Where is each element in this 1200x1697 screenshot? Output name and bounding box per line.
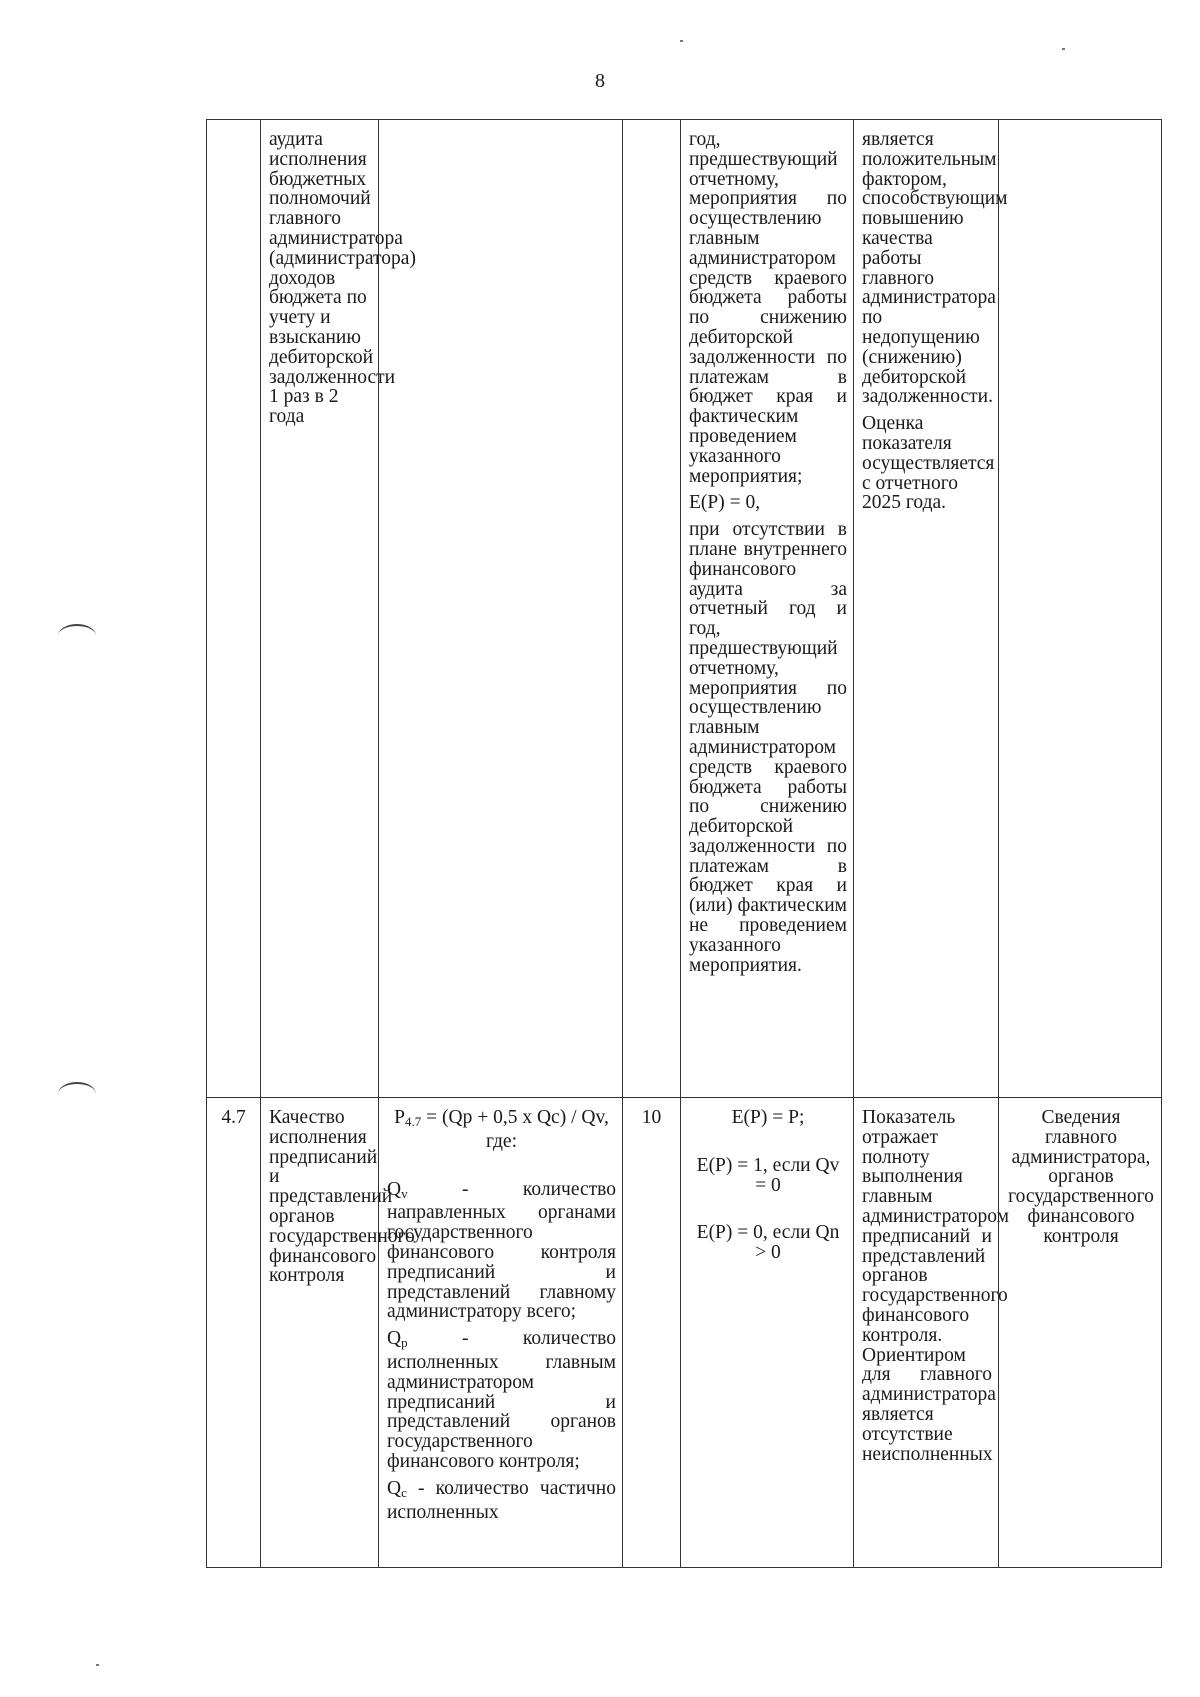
cell-evaluation (681, 1098, 854, 1568)
comment-text: является положительным фактором, способствующим повышению качества работы главного администратора по недопущению (снижению) дебиторской задолженности. (862, 129, 1008, 408)
formula-definition-qv (387, 1180, 616, 1323)
formula-subscript: 4.7 (405, 1114, 422, 1129)
formula-definition-qc (387, 1479, 616, 1523)
cell-number (207, 120, 261, 1098)
evaluation-text: E(P) = 1, если Qv = 0 (696, 1154, 840, 1196)
evaluation-text: E(P) = 0, (689, 492, 761, 514)
indicator-name-text: Качество исполнения предписаний и представлений органов государственного финансового контроля (269, 1107, 415, 1287)
cell-weight: 10 (623, 1098, 681, 1568)
scan-artifact-dot (1062, 48, 1065, 50)
evaluation-text: при отсутствии в плане внутреннего финансового аудита за отчетный год и год, предшествующий отчетному, мероприятия по осуществлению главным администратором средств краевого бюджета работы по снижению дебиторской задолженности по платежам в бюджет края и (или) фактическим не проведением указанного мероприятия. (689, 519, 847, 976)
evaluation-text: E(P) = 0, если Qn > 0 (696, 1222, 840, 1264)
table-row (207, 1098, 1162, 1568)
source-text: Сведения главного администратора, органов государственного финансового контроля (1008, 1107, 1154, 1247)
formula-definition-qp (387, 1329, 616, 1472)
scan-artifact-arc (58, 624, 96, 648)
indicators-table (206, 119, 1162, 1568)
evaluation-text: год, предшествующий отчетному, мероприятия по осуществлению главным администратором средств краевого бюджета работы по снижению дебиторской задолженности по платежам в бюджет края и фактическим проведением указанного мероприятия; (689, 129, 847, 487)
variable-symbol: Q (387, 1477, 402, 1499)
cell-weight (623, 120, 681, 1098)
cell-comment (854, 120, 1008, 1098)
variable-symbol: Q (387, 1178, 402, 1200)
variable-description: - количество исполненных главным администратором предписаний и представлений органов государственного финансового контроля; (387, 1328, 616, 1472)
evaluation-text: E(P) = P; (731, 1107, 805, 1128)
cell-source (999, 120, 1162, 1098)
scan-artifact-arc (58, 1082, 96, 1106)
cell-evaluation (681, 120, 854, 1098)
comment-text: Оценка показателя осуществляется с отчетного 2025 года. (862, 413, 995, 514)
variable-subscript: c (401, 1484, 407, 1500)
comment-text: Показатель отражает полноту выполнения главным администратором предписаний и представлений органов государственного финансового контроля. Ориентиром для главного администратора является отсутствие неисполненных (862, 1107, 1010, 1465)
formula-expression: = (Qp + 0,5 x Qc) / Qv, где: (421, 1107, 609, 1152)
cell-number: 4.7 (207, 1098, 261, 1568)
scan-artifact-dot (680, 40, 683, 42)
cell-formula (379, 1098, 623, 1568)
table-row (207, 120, 1162, 1098)
cell-source (999, 1098, 1162, 1568)
variable-symbol: Q (387, 1328, 402, 1350)
variable-subscript: v (401, 1185, 408, 1201)
formula-symbol: P (394, 1107, 406, 1128)
variable-description: - количество направленных органами государственного финансового контроля предписаний и представлений главному администратору всего; (387, 1178, 616, 1323)
page-number: 8 (595, 70, 605, 92)
scan-artifact-dot (96, 1664, 99, 1666)
indicator-name-text: аудита исполнения бюджетных полномочий главного администратора (администратора) доходов бюджета по учету и взысканию дебиторской задолженности 1 раз в 2 года (269, 129, 416, 428)
cell-indicator-name (261, 120, 416, 1098)
cell-comment (854, 1098, 1010, 1568)
formula-main (387, 1108, 616, 1152)
variable-subscript: p (401, 1335, 408, 1351)
variable-description: - количество частично исполненных (387, 1477, 616, 1523)
